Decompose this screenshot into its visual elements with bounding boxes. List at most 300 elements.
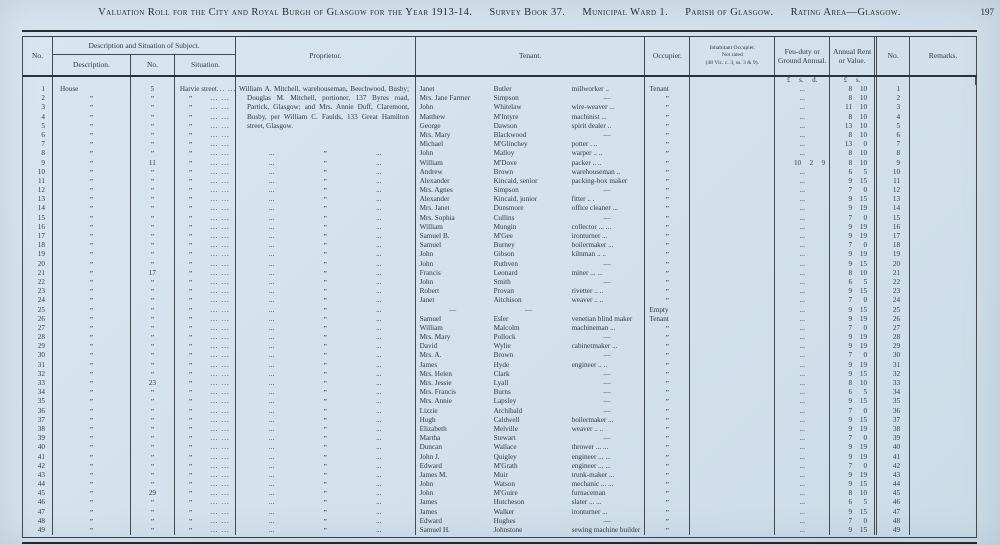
header-description: Description. — [53, 55, 131, 75]
cell-situation: ” ... ... — [175, 370, 236, 379]
cell-occupier: ” — [645, 416, 690, 425]
cell-inhabitant-occupier — [690, 94, 775, 103]
cell-house-no: ” — [131, 388, 175, 397]
cell-feu-duty: ... — [775, 526, 830, 535]
cell-annual-rent: 7 0 — [830, 186, 877, 195]
cell-house-no: ” — [131, 498, 175, 507]
cell-annual-rent: 9 19 — [830, 204, 877, 213]
cell-inhabitant-occupier — [690, 186, 775, 195]
cell-row-no: 32 — [23, 370, 53, 379]
cell-remarks — [910, 85, 976, 94]
cell-proprietor: ... ” ... — [236, 397, 416, 406]
cell-occupier: ” — [645, 370, 690, 379]
cell-feu-duty: ... — [775, 186, 830, 195]
cell-index-no: 21 — [877, 269, 910, 278]
cell-row-no: 41 — [23, 453, 53, 462]
table-row — [23, 85, 976, 94]
currency-spacer — [53, 77, 131, 85]
table-top-rule — [22, 30, 977, 37]
cell-index-no: 9 — [877, 159, 910, 168]
cell-proprietor: ... ” ... — [236, 407, 416, 416]
table-row — [23, 388, 976, 397]
currency-spacer — [645, 77, 690, 85]
cell-row-no: 46 — [23, 498, 53, 507]
cell-remarks — [910, 94, 976, 103]
cell-row-no: 20 — [23, 260, 53, 269]
cell-occupier: Empty — [645, 306, 690, 315]
cell-remarks — [910, 168, 976, 177]
cell-occupier: ” — [645, 425, 690, 434]
cell-remarks — [910, 434, 976, 443]
cell-tenant: Mrs. Janet Dunsmore office cleaner ... — [416, 204, 646, 213]
table-row — [23, 149, 976, 158]
cell-tenant: Mrs. Jane Farmer Simpson — — [416, 94, 646, 103]
cell-occupier: ” — [645, 462, 690, 471]
cell-index-no: 8 — [877, 149, 910, 158]
cell-row-no: 35 — [23, 397, 53, 406]
proprietor-paragraph: William A. Mitchell, warehouseman, Beechwood, Busby; Douglas M. Mitchell, portioner, 137 Byres road, Partick, Glasgow; and Mrs. Annie Duff, Claremont, Busby, per William C. Faulds, 133 Great Hamilton street, Glasgow. — [239, 85, 409, 130]
cell-house-no: ” — [131, 361, 175, 370]
cell-tenant: John M'Guire furnaceman — [416, 489, 646, 498]
cell-index-no: 12 — [877, 186, 910, 195]
cell-annual-rent: 8 10 — [830, 113, 877, 122]
cell-description: ” — [53, 416, 131, 425]
cell-situation: Harvie street ... ... — [175, 85, 236, 94]
page-number: 197 — [980, 7, 994, 17]
cell-tenant: James Hyde engineer .. .. — [416, 361, 646, 370]
cell-annual-rent: 9 19 — [830, 333, 877, 342]
cell-occupier: ” — [645, 517, 690, 526]
cell-tenant: Hugh Caldwell boilermaker ... — [416, 416, 646, 425]
cell-feu-duty: ... — [775, 131, 830, 140]
cell-occupier: ” — [645, 526, 690, 535]
cell-occupier: Tenant — [645, 85, 690, 94]
cell-proprietor: ... ” ... — [236, 425, 416, 434]
cell-description: ” — [53, 306, 131, 315]
table-row — [23, 177, 976, 186]
cell-tenant: David Wylie cabinetmaker ... — [416, 342, 646, 351]
cell-tenant: Matthew M'Intyre machinist ... — [416, 113, 646, 122]
currency-spacer — [131, 77, 175, 85]
cell-index-no: 48 — [877, 517, 910, 526]
cell-inhabitant-occupier — [690, 168, 775, 177]
table-body — [22, 77, 977, 537]
table-row — [23, 223, 976, 232]
cell-tenant: — — — [416, 306, 646, 315]
cell-situation: ” ... ... — [175, 103, 236, 112]
cell-row-no: 22 — [23, 278, 53, 287]
cell-house-no: ” — [131, 370, 175, 379]
cell-tenant: John Watson mechanic ... ... — [416, 480, 646, 489]
cell-inhabitant-occupier — [690, 342, 775, 351]
page-title — [22, 7, 977, 18]
currency-spacer — [23, 77, 53, 85]
cell-row-no: 5 — [23, 122, 53, 131]
table-row — [23, 480, 976, 489]
cell-annual-rent: 9 19 — [830, 250, 877, 259]
table-row — [23, 103, 976, 112]
cell-remarks — [910, 232, 976, 241]
cell-occupier: ” — [645, 195, 690, 204]
cell-tenant: Robert Provan rivetter .. .. — [416, 287, 646, 296]
cell-tenant: John Smith — — [416, 278, 646, 287]
cell-annual-rent: 9 19 — [830, 453, 877, 462]
cell-situation: ” ... ... — [175, 416, 236, 425]
cell-tenant: Janet Aitchison weaver .. .. — [416, 296, 646, 305]
cell-feu-duty: ... — [775, 269, 830, 278]
table-row — [23, 489, 976, 498]
cell-tenant: Mrs. Jessie Lyall — — [416, 379, 646, 388]
cell-proprietor: ... ” ... — [236, 241, 416, 250]
inhabitant-line2: Not rated — [721, 52, 743, 59]
table-row — [23, 195, 976, 204]
cell-feu-duty: ... — [775, 204, 830, 213]
table-row — [23, 498, 976, 507]
cell-situation: ” ... ... — [175, 214, 236, 223]
table-row — [23, 204, 976, 213]
cell-feu-duty: ... — [775, 122, 830, 131]
cell-situation: ” ... ... — [175, 113, 236, 122]
table-row — [23, 260, 976, 269]
cell-feu-duty: ... — [775, 103, 830, 112]
cell-inhabitant-occupier — [690, 370, 775, 379]
cell-occupier: ” — [645, 260, 690, 269]
cell-house-no: ” — [131, 94, 175, 103]
cell-situation: ” ... ... — [175, 122, 236, 131]
currency-spacer — [175, 77, 236, 85]
cell-house-no: ” — [131, 296, 175, 305]
cell-proprietor: ... ” ... — [236, 462, 416, 471]
cell-remarks — [910, 159, 976, 168]
header-remarks: Remarks. — [928, 51, 958, 61]
cell-tenant: John Malloy warper .. .. — [416, 149, 646, 158]
cell-situation: ” ... ... — [175, 517, 236, 526]
cell-house-no: ” — [131, 241, 175, 250]
cell-house-no: ” — [131, 287, 175, 296]
cell-remarks — [910, 306, 976, 315]
cell-feu-duty: ... — [775, 315, 830, 324]
currency-spacer — [910, 77, 976, 85]
cell-proprietor: ... ” ... — [236, 296, 416, 305]
cell-house-no: ” — [131, 278, 175, 287]
cell-situation: ” ... ... — [175, 397, 236, 406]
cell-situation: ” ... ... — [175, 269, 236, 278]
cell-index-no: 25 — [877, 306, 910, 315]
cell-index-no: 17 — [877, 232, 910, 241]
cell-feu-duty: ... — [775, 232, 830, 241]
cell-situation: ” ... ... — [175, 351, 236, 360]
cell-tenant: Duncan Wallace thrower ... ... — [416, 443, 646, 452]
cell-index-no: 14 — [877, 204, 910, 213]
cell-occupier: ” — [645, 223, 690, 232]
cell-description: ” — [53, 149, 131, 158]
cell-situation: ” ... ... — [175, 333, 236, 342]
cell-inhabitant-occupier — [690, 333, 775, 342]
cell-proprietor: ... ” ... — [236, 278, 416, 287]
table-row — [23, 168, 976, 177]
cell-feu-duty: ... — [775, 333, 830, 342]
cell-situation: ” ... ... — [175, 453, 236, 462]
cell-situation: ” ... ... — [175, 94, 236, 103]
cell-proprietor: ... ” ... — [236, 232, 416, 241]
cell-description: ” — [53, 241, 131, 250]
cell-description: ” — [53, 471, 131, 480]
cell-feu-duty: ... — [775, 260, 830, 269]
cell-inhabitant-occupier — [690, 177, 775, 186]
cell-annual-rent: 7 0 — [830, 324, 877, 333]
cell-annual-rent: 7 0 — [830, 517, 877, 526]
cell-description: ” — [53, 232, 131, 241]
cell-inhabitant-occupier — [690, 397, 775, 406]
cell-feu-duty: ... — [775, 149, 830, 158]
cell-description: ” — [53, 443, 131, 452]
cell-inhabitant-occupier — [690, 498, 775, 507]
table-row — [23, 351, 976, 360]
cell-situation: ” ... ... — [175, 131, 236, 140]
header-description-group — [53, 37, 236, 75]
cell-index-no: 20 — [877, 260, 910, 269]
cell-description: ” — [53, 204, 131, 213]
cell-tenant: Martha Stewart — — [416, 434, 646, 443]
header-situation: Situation. — [190, 60, 220, 70]
table-row — [23, 94, 976, 103]
cell-feu-duty: ... — [775, 508, 830, 517]
cell-index-no: 11 — [877, 177, 910, 186]
cell-description: ” — [53, 296, 131, 305]
cell-proprietor: ... ” ... — [236, 388, 416, 397]
cell-situation: ” ... ... — [175, 480, 236, 489]
cell-row-no: 7 — [23, 140, 53, 149]
cell-remarks — [910, 379, 976, 388]
valuation-table — [22, 30, 977, 544]
cell-occupier: ” — [645, 204, 690, 213]
cell-row-no: 2 — [23, 94, 53, 103]
cell-house-no: ” — [131, 204, 175, 213]
cell-tenant: Mrs. Annie Lapsley — — [416, 397, 646, 406]
table-row — [23, 241, 976, 250]
cell-proprietor: ... ” ... — [236, 453, 416, 462]
cell-annual-rent: 8 10 — [830, 94, 877, 103]
cell-annual-rent: 8 10 — [830, 131, 877, 140]
inhabitant-line1: Inhabitant Occupier. — [709, 45, 756, 52]
cell-annual-rent: 9 15 — [830, 480, 877, 489]
cell-index-no: 15 — [877, 214, 910, 223]
cell-situation: ” ... ... — [175, 342, 236, 351]
cell-occupier: ” — [645, 471, 690, 480]
cell-row-no: 12 — [23, 186, 53, 195]
cell-annual-rent: 7 0 — [830, 434, 877, 443]
cell-description: ” — [53, 351, 131, 360]
cell-description: ” — [53, 324, 131, 333]
cell-row-no: 34 — [23, 388, 53, 397]
cell-situation: ” ... ... — [175, 462, 236, 471]
cell-situation: ” ... ... — [175, 168, 236, 177]
cell-tenant: William Mungin collector ... ... — [416, 223, 646, 232]
cell-proprietor: ... ” ... — [236, 480, 416, 489]
cell-occupier: ” — [645, 177, 690, 186]
cell-annual-rent: 9 15 — [830, 287, 877, 296]
cell-row-no: 27 — [23, 324, 53, 333]
table-row — [23, 342, 976, 351]
table-row — [23, 324, 976, 333]
cell-index-no: 34 — [877, 388, 910, 397]
cell-description: ” — [53, 177, 131, 186]
cell-row-no: 30 — [23, 351, 53, 360]
cell-annual-rent: 8 10 — [830, 85, 877, 94]
cell-occupier: ” — [645, 186, 690, 195]
cell-remarks — [910, 480, 976, 489]
cell-occupier: ” — [645, 443, 690, 452]
table-row — [23, 361, 976, 370]
cell-row-no: 44 — [23, 480, 53, 489]
cell-inhabitant-occupier — [690, 471, 775, 480]
cell-situation: ” ... ... — [175, 388, 236, 397]
header-description-group-label: Description and Situation of Subject. — [53, 37, 235, 55]
cell-index-no: 13 — [877, 195, 910, 204]
cell-inhabitant-occupier — [690, 103, 775, 112]
cell-description: ” — [53, 94, 131, 103]
cell-row-no: 1 — [23, 85, 53, 94]
cell-remarks — [910, 287, 976, 296]
cell-feu-duty: ... — [775, 361, 830, 370]
cell-tenant: Alexander Kincaid, senior packing-box maker — [416, 177, 646, 186]
cell-remarks — [910, 416, 976, 425]
rent-currency-label: £ s. — [830, 77, 877, 85]
cell-annual-rent: 9 19 — [830, 315, 877, 324]
cell-situation: ” ... ... — [175, 177, 236, 186]
cell-house-no: ” — [131, 306, 175, 315]
cell-annual-rent: 9 15 — [830, 397, 877, 406]
cell-occupier: ” — [645, 241, 690, 250]
cell-occupier: ” — [645, 149, 690, 158]
header-inhabitant-occupier — [690, 37, 775, 75]
cell-remarks — [910, 241, 976, 250]
cell-annual-rent: 6 5 — [830, 498, 877, 507]
cell-house-no: 11 — [131, 159, 175, 168]
table-row — [23, 508, 976, 517]
cell-feu-duty: ... — [775, 296, 830, 305]
cell-occupier: ” — [645, 250, 690, 259]
cell-tenant: Alexander Kincaid, junior fitter .. . — [416, 195, 646, 204]
cell-situation: ” ... ... — [175, 306, 236, 315]
cell-house-no: ” — [131, 443, 175, 452]
table-row — [23, 416, 976, 425]
cell-occupier: Tenant — [645, 315, 690, 324]
cell-inhabitant-occupier — [690, 131, 775, 140]
cell-house-no: ” — [131, 471, 175, 480]
cell-tenant: Samuel H. Johnstone sewing machine builder — [416, 526, 646, 535]
table-row — [23, 526, 976, 535]
table-row — [23, 186, 976, 195]
cell-occupier: ” — [645, 278, 690, 287]
cell-inhabitant-occupier — [690, 351, 775, 360]
cell-situation: ” ... ... — [175, 159, 236, 168]
cell-tenant: Mrs. A. Brown — — [416, 351, 646, 360]
cell-occupier: ” — [645, 361, 690, 370]
cell-description: ” — [53, 434, 131, 443]
cell-row-no: 10 — [23, 168, 53, 177]
cell-tenant: John J. Quigley engineer ... ... — [416, 453, 646, 462]
title-ward: Municipal Ward 1. — [582, 7, 669, 18]
cell-annual-rent: 9 19 — [830, 471, 877, 480]
cell-tenant: Mrs. Mary Pollock — — [416, 333, 646, 342]
cell-situation: ” ... ... — [175, 296, 236, 305]
cell-occupier: ” — [645, 489, 690, 498]
table-header — [22, 37, 977, 77]
cell-row-no: 29 — [23, 342, 53, 351]
cell-occupier: ” — [645, 168, 690, 177]
cell-feu-duty: ... — [775, 85, 830, 94]
cell-feu-duty: ... — [775, 140, 830, 149]
cell-remarks — [910, 489, 976, 498]
cell-index-no: 27 — [877, 324, 910, 333]
table-row — [23, 287, 976, 296]
cell-occupier: ” — [645, 232, 690, 241]
cell-feu-duty: ... — [775, 370, 830, 379]
cell-proprietor: ... ” ... — [236, 269, 416, 278]
cell-inhabitant-occupier — [690, 462, 775, 471]
cell-description: ” — [53, 278, 131, 287]
cell-index-no: 3 — [877, 103, 910, 112]
cell-remarks — [910, 195, 976, 204]
cell-remarks — [910, 517, 976, 526]
header-no2: No. — [877, 37, 910, 75]
cell-annual-rent: 8 10 — [830, 149, 877, 158]
cell-tenant: James Walker ironturner ... — [416, 508, 646, 517]
cell-house-no: 29 — [131, 489, 175, 498]
cell-row-no: 31 — [23, 361, 53, 370]
cell-annual-rent: 11 10 — [830, 103, 877, 112]
cell-row-no: 40 — [23, 443, 53, 452]
cell-situation: ” ... ... — [175, 315, 236, 324]
cell-remarks — [910, 103, 976, 112]
cell-inhabitant-occupier — [690, 480, 775, 489]
cell-index-no: 39 — [877, 434, 910, 443]
cell-index-no: 24 — [877, 296, 910, 305]
cell-annual-rent: 9 19 — [830, 425, 877, 434]
cell-house-no: ” — [131, 260, 175, 269]
cell-remarks — [910, 204, 976, 213]
cell-occupier: ” — [645, 453, 690, 462]
cell-index-no: 33 — [877, 379, 910, 388]
cell-occupier: ” — [645, 140, 690, 149]
cell-description: ” — [53, 186, 131, 195]
cell-index-no: 42 — [877, 462, 910, 471]
cell-proprietor: ... ” ... — [236, 287, 416, 296]
cell-row-no: 16 — [23, 223, 53, 232]
cell-annual-rent: 7 0 — [830, 351, 877, 360]
cell-description: ” — [53, 388, 131, 397]
table-bottom-rule — [22, 537, 977, 544]
cell-description: ” — [53, 287, 131, 296]
cell-index-no: 2 — [877, 94, 910, 103]
cell-description: ” — [53, 140, 131, 149]
cell-annual-rent: 9 19 — [830, 443, 877, 452]
cell-tenant: Mrs. Francis Burns — — [416, 388, 646, 397]
cell-description: ” — [53, 103, 131, 112]
cell-annual-rent: 9 15 — [830, 177, 877, 186]
cell-row-no: 6 — [23, 131, 53, 140]
cell-occupier: ” — [645, 342, 690, 351]
cell-tenant: John Ruthven — — [416, 260, 646, 269]
cell-proprietor: ... ” ... — [236, 498, 416, 507]
cell-occupier: ” — [645, 103, 690, 112]
cell-feu-duty: ... — [775, 113, 830, 122]
currency-spacer — [416, 77, 646, 85]
cell-situation: ” ... ... — [175, 361, 236, 370]
table-row — [23, 443, 976, 452]
table-row — [23, 333, 976, 342]
